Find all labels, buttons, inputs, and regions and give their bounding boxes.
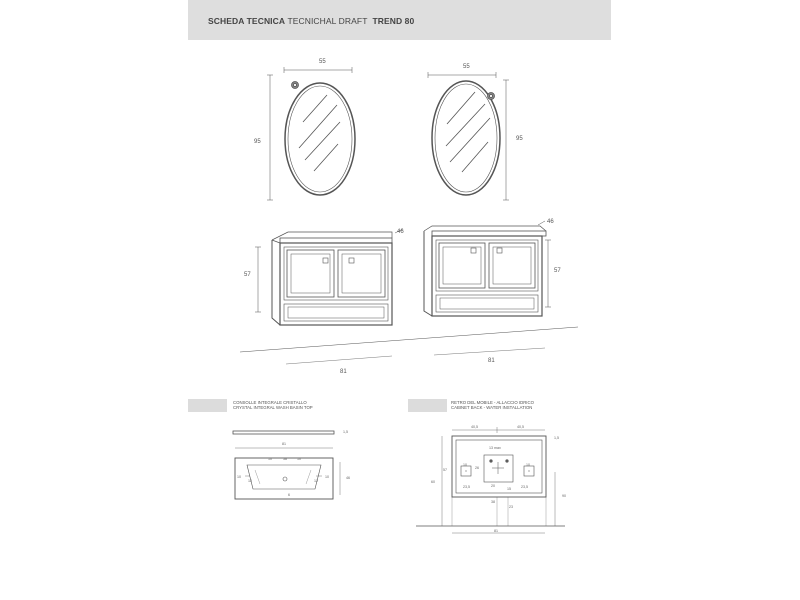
dim-plumb-inner-height: 26: [475, 466, 479, 470]
plumbing-caption-line2: CABINET BACK - WATER INSTALLATION: [451, 405, 533, 411]
dim-plumb-offset-b: 23: [509, 505, 513, 509]
dim-mirror-height-front: 95: [254, 139, 261, 145]
dim-cabinet-height-front: 57: [244, 272, 251, 278]
cabinet-side: [424, 221, 551, 316]
basin-caption: [233, 400, 313, 410]
dim-basin-side-left: 10: [237, 475, 241, 479]
dim-cabinet-height-side: 57: [554, 268, 561, 274]
dim-plumb-half-right: 40,5: [517, 425, 524, 429]
dim-basin-side-right: 10: [325, 475, 329, 479]
mirror-side: [428, 72, 509, 200]
dim-plumb-tap-zone: 13 max: [489, 446, 501, 450]
dim-plumb-thickness: 1,5: [554, 436, 559, 440]
plumbing-caption-line1: RETRO DEL MOBILE - ALLACCIO IDRICO: [451, 400, 534, 405]
dim-mirror-width-front: 55: [319, 59, 326, 65]
dim-plumb-offset-a: 38: [491, 500, 495, 504]
dim-basin-inner-left: 12: [248, 479, 252, 483]
floor-line: [240, 327, 578, 352]
dim-cabinet-depth-front: 46: [397, 229, 404, 235]
plumbing-drawing: [416, 427, 565, 533]
dim-basin-thickness: 1,5: [343, 430, 348, 434]
title-bold-1: SCHEDA TECNICA: [208, 16, 286, 26]
dim-basin-width: 81: [282, 442, 286, 446]
plumbing-caption: [451, 400, 534, 410]
dim-plumb-box-a: 10: [463, 463, 467, 467]
dim-plumb-floor-height: 90: [562, 494, 566, 498]
dim-mirror-height-side: 95: [516, 136, 523, 142]
dim-plumb-outlet-right: 23,5: [521, 485, 528, 489]
dim-plumb-side-height: 57: [443, 468, 447, 472]
dim-plumb-half-left: 40,5: [471, 425, 478, 429]
dim-basin-inner-b: 38: [283, 457, 287, 461]
basin-caption-line1: CONSOLLE INTEGRALE CRISTALLO: [233, 400, 307, 405]
dim-plumb-total-height: 60: [431, 480, 435, 484]
section-tag-basin: [188, 399, 227, 412]
title-bold-2: TREND 80: [372, 16, 415, 26]
dim-cabinet-width-front: 81: [340, 369, 347, 375]
dim-plumb-center-b: 15: [507, 487, 511, 491]
section-tag-plumbing: [408, 399, 447, 412]
basin-drawing: [233, 431, 340, 499]
dim-basin-drain-offset: 6: [288, 493, 290, 497]
dim-basin-inner-right: 12: [314, 479, 318, 483]
dim-cabinet-width-side: 81: [488, 358, 495, 364]
dim-plumb-total-width: 81: [494, 529, 498, 533]
title-regular: TECNICHAL DRAFT: [287, 16, 368, 26]
dim-basin-depth: 46: [346, 476, 350, 480]
dim-basin-inner-a: 10: [268, 457, 272, 461]
dim-basin-inner-c: 10: [297, 457, 301, 461]
dim-plumb-box-b: 10: [526, 463, 530, 467]
basin-caption-line2: CRYSTAL INTEGRAL WASH BASIN TOP: [233, 405, 313, 411]
dim-cabinet-depth-side: 46: [547, 219, 554, 225]
dim-plumb-outlet-left: 23,5: [463, 485, 470, 489]
mirror-front: [267, 67, 355, 200]
dim-plumb-center-a: 20: [491, 484, 495, 488]
dim-mirror-width-side: 55: [463, 64, 470, 70]
cabinet-front: [255, 229, 403, 325]
